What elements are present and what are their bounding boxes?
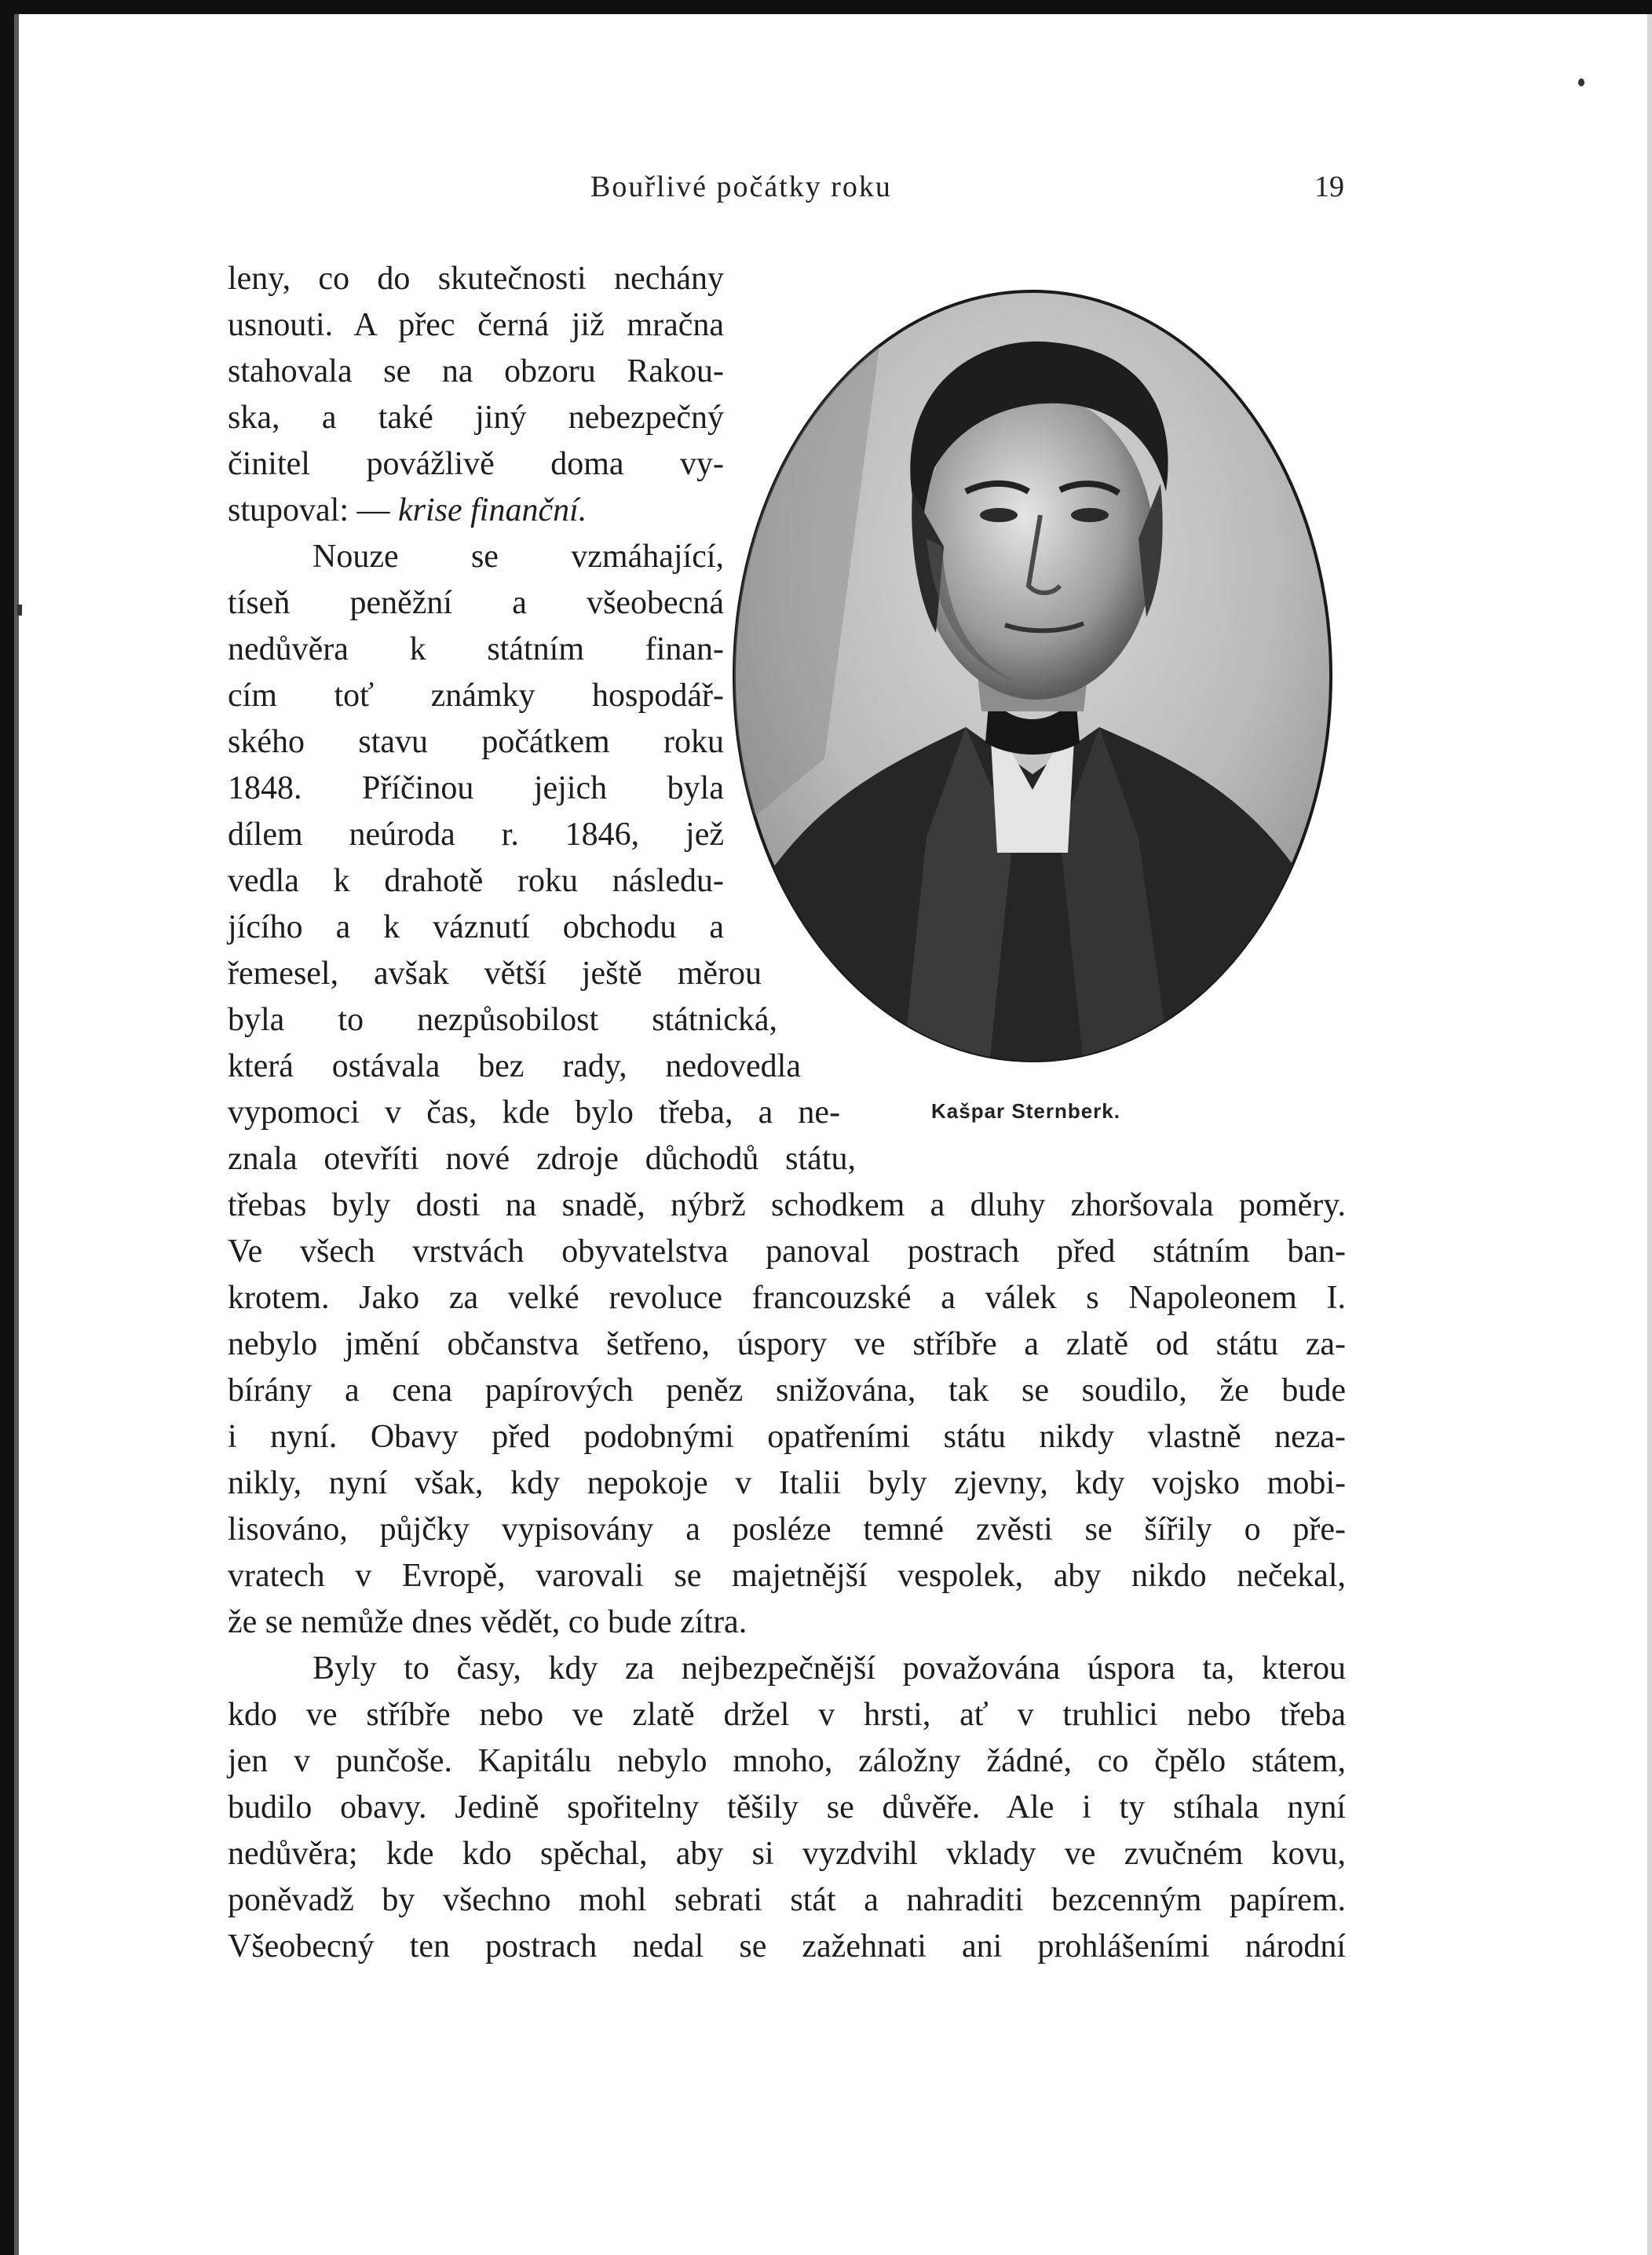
text-line: tíseň peněžní a všeobecná xyxy=(228,585,724,621)
text-line: vratech v Evropě, varovali se majetnější vespolek, aby nikdo nečekal, xyxy=(228,1558,1346,1594)
text-line: stahovala se na obzoru Rakou- xyxy=(228,353,724,389)
paragraph-start-line: Byly to časy, kdy za nejbezpečnější považována úspora ta, kterou xyxy=(312,1650,1346,1687)
text-line: usnouti. A přec černá již mračna xyxy=(228,307,724,343)
text-line: bírány a cena papírových peněz snižována, tak se soudilo, že bude xyxy=(228,1372,1346,1409)
page-number: 19 xyxy=(1314,170,1344,203)
text-line: ského stavu počátkem roku xyxy=(228,724,724,760)
text-fragment: stupoval: — xyxy=(228,492,390,528)
text-line: krotem. Jako za velké revoluce francouzské a válek s Napoleonem I. xyxy=(228,1280,1346,1316)
text-line: leny, co do skutečnosti nechány xyxy=(228,261,724,297)
paragraph-start-line: Nouze se vzmáhající, xyxy=(312,539,724,575)
text-line: i nyní. Obavy před podobnými opatřeními státu nikdy vlastně neza- xyxy=(228,1419,1346,1455)
paragraph-end-line: že se nemůže dnes vědět, co bude zítra. xyxy=(228,1604,747,1640)
text-line: lisováno, půjčky vypisovány a posléze temné zvěsti se šířily o pře- xyxy=(228,1511,1346,1548)
text-line: řemesel, avšak větší ještě měrou xyxy=(228,956,762,992)
scan-edge-right xyxy=(1647,14,1652,2255)
portrait-eye-right xyxy=(1071,508,1109,522)
text-line: činitel povážlivě doma vy- xyxy=(228,446,724,482)
text-line: Všeobecný ten postrach nedal se zažehnati ani prohlášeními národní xyxy=(228,1928,1346,1964)
text-line: nedůvěra; kde kdo spěchal, aby si vyzdvihl vklady ve zvučném kovu, xyxy=(228,1836,1346,1872)
scan-speck-left xyxy=(17,605,22,616)
scan-edge-shadow xyxy=(14,14,19,2255)
text-line: jícího a k váznutí obchodu a xyxy=(228,909,724,945)
text-line: vypomoci v čas, kde bylo třeba, a ne- xyxy=(228,1095,840,1131)
portrait-eye-left xyxy=(980,508,1018,522)
scan-speck xyxy=(1578,79,1584,86)
text-line: vedla k drahotě roku následu- xyxy=(228,863,724,899)
text-line: která ostávala bez rady, nedovedla xyxy=(228,1048,801,1084)
text-line: cím toť známky hospodář- xyxy=(228,678,724,714)
text-line: Ve všech vrstvách obyvatelstva panoval postrach před státním ban- xyxy=(228,1233,1346,1270)
text-line: nedůvěra k státním finan- xyxy=(228,631,724,667)
text-line: ska, a také jiný nebezpečný xyxy=(228,400,724,436)
text-line: kdo ve stříbře nebo ve zlatě držel v hrsti, ať v truhlici nebo třeba xyxy=(228,1697,1346,1733)
portrait-engraving xyxy=(730,287,1335,1065)
portrait-caption: Kašpar Sternberk. xyxy=(931,1099,1120,1123)
text-line: nebylo jmění občanstva šetřeno, úspory ve stříbře a zlatě od státu za- xyxy=(228,1326,1346,1362)
text-line: poněvadž by všechno mohl sebrati stát a nahraditi bezcenným papírem. xyxy=(228,1882,1346,1918)
text-line: třebas byly dosti na snadě, nýbrž schodkem a dluhy zhoršovala poměry. xyxy=(228,1187,1346,1223)
emphasis-text: krise finanční. xyxy=(398,492,587,528)
text-line: jen v punčoše. Kapitálu nebylo mnoho, záložny žádné, co čpělo státem, xyxy=(228,1743,1346,1779)
text-line: byla to nezpůsobilost státnická, xyxy=(228,1002,777,1038)
text-line xyxy=(228,489,724,532)
scan-edge-top xyxy=(0,0,1652,14)
text-line: 1848. Příčinou jejich byla xyxy=(228,770,724,806)
running-head: Bouřlivé počátky roku xyxy=(590,170,892,203)
text-line: budilo obavy. Jedině spořitelny těšily se důvěře. Ale i ty stíhala nyní xyxy=(228,1789,1346,1826)
scan-edge-left xyxy=(0,0,14,2255)
text-line: znala otevříti nové zdroje důchodů státu, xyxy=(228,1141,856,1177)
text-line: nikly, nyní však, kdy nepokoje v Italii byly zjevny, kdy vojsko mobi- xyxy=(228,1465,1346,1501)
text-line: dílem neúroda r. 1846, jež xyxy=(228,817,724,853)
